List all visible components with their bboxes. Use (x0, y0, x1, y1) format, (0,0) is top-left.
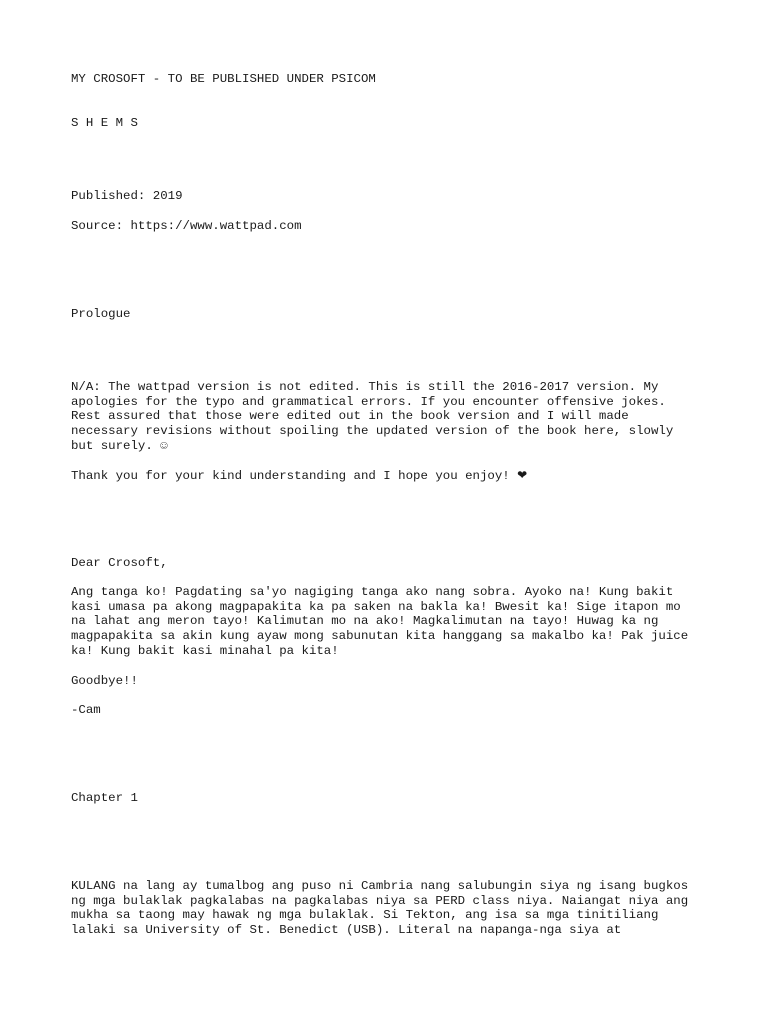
author-note-line: necessary revisions without spoiling the updated version of the book here, slowly (71, 424, 674, 439)
letter-line: magpapakita sa akin kung ayaw mong sabunutan kita hanggang sa makalbo ka! Pak juice (71, 629, 689, 644)
author-note-line: apologies for the typo and grammatical errors. If you encounter offensive jokes. (71, 394, 666, 409)
heart-icon: ❤ (517, 468, 528, 482)
published-date: Published: 2019 (71, 189, 183, 203)
chapter-line: KULANG na lang ay tumalbog ang puso ni Cambria nang salubungin siya ng isang bugkos (71, 879, 689, 893)
letter-line: ka! Kung bakit kasi minahal pa kita! (71, 643, 339, 658)
author-note-line: N/A: The wattpad version is not edited. This is still the 2016-2017 version. My (71, 380, 659, 394)
letter-body (71, 585, 711, 659)
letter-salutation: Dear Crosoft, (71, 556, 168, 570)
document-header: MY CROSOFT - TO BE PUBLISHED UNDER PSICOM (71, 72, 376, 86)
author-note-line: Rest assured that those were edited out in the book version and I will made (71, 409, 629, 424)
letter-signature: -Cam (71, 703, 101, 717)
chapter-body (71, 879, 711, 938)
prologue-heading: Prologue (71, 307, 131, 321)
letter-line: kasi umasa pa akong magpapakita ka pa saken na bakla ka! Bwesit ka! Sige itapon mo (71, 599, 681, 614)
thanks-line (71, 468, 711, 484)
author-note-line: but surely. ☺ (71, 438, 168, 453)
chapter-line: mukha sa taong may hawak ng mga bulaklak. Si Tekton, ang isa sa mga tinitiliang (71, 908, 659, 923)
letter-line: na lahat ang meron tayo! Kalimutan mo na ako! Magkalimutan na tayo! Huwag ka ng (71, 614, 659, 629)
source-url: Source: https://www.wattpad.com (71, 219, 302, 233)
thanks-text: Thank you for your kind understanding and I hope you enjoy! (71, 469, 518, 483)
letter-goodbye: Goodbye!! (71, 674, 138, 688)
chapter-line: ng mga bulaklak pagkalabas na pagkalabas niya sa PERD class niya. Naiangat niya ang (71, 893, 689, 908)
author-note (71, 380, 711, 454)
chapter-line: lalaki sa University of St. Benedict (USB). Literal na napanga-nga siya at (71, 923, 622, 938)
chapter-heading: Chapter 1 (71, 791, 138, 805)
letter-line: Ang tanga ko! Pagdating sa'yo nagiging tanga ako nang sobra. Ayoko na! Kung bakit (71, 585, 674, 599)
author-name: S H E M S (71, 116, 138, 130)
